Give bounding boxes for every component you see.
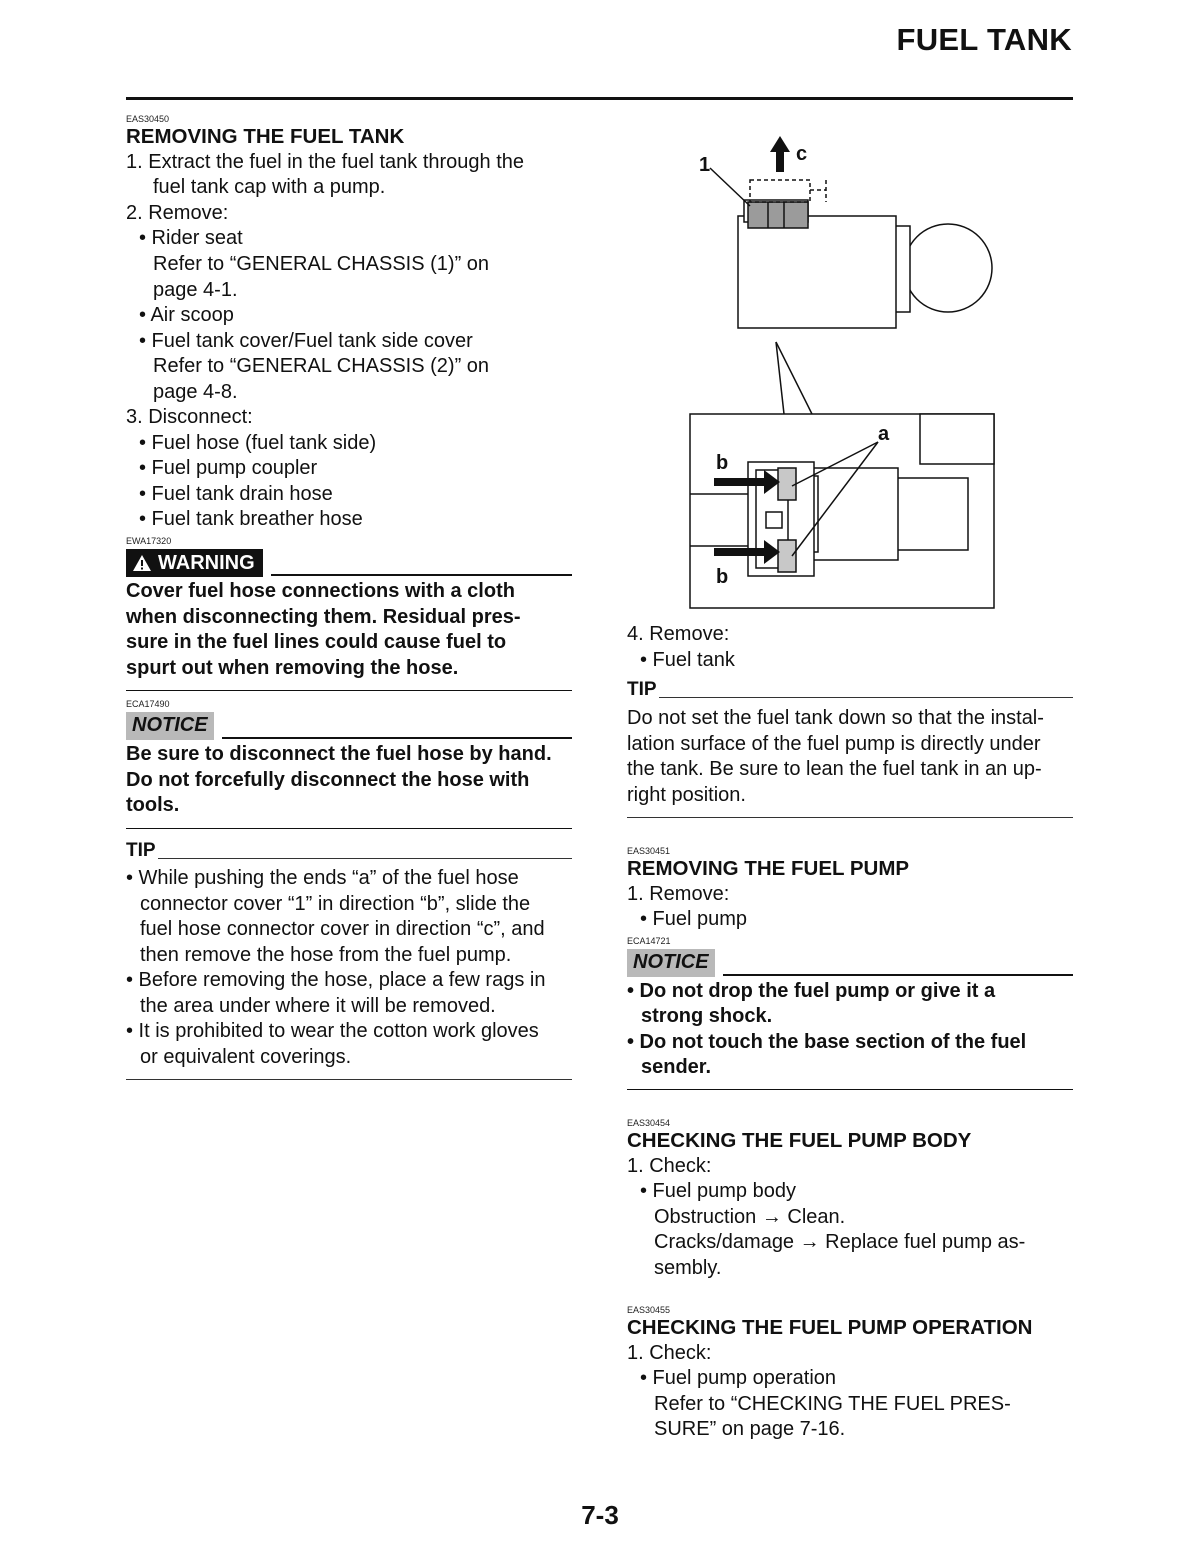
tip-bullet-1: • While pushing the ends “a” of the fuel hose [126,867,519,889]
tip2-end-rule [627,817,1073,818]
tip2-text-3: the tank. Be sure to lean the fuel tank in an up- [627,758,1042,780]
fuel-hose-connector-figure [688,128,998,610]
tip2-text-4: right position. [627,784,746,806]
notice2-code: ECA14721 [627,936,671,946]
step-1: 1. Extract the fuel in the fuel tank through the [126,151,525,173]
body-cracks: Cracks/damage → Replace fuel pump as- [654,1231,1026,1253]
notice-code: ECA17490 [126,699,170,709]
section-title-removing-fuel-tank: REMOVING THE FUEL TANK [126,125,405,148]
notice2-bullet-1: • Do not drop the fuel pump or give it a [627,980,996,1002]
tip-header [126,840,572,862]
notice2-bullet-2-cont: sender. [641,1056,712,1078]
operation-ref: Refer to “CHECKING THE FUEL PRES- [654,1393,1011,1415]
tip-bullet-2: • Before removing the hose, place a few rags in [126,969,546,991]
item-air-scoop: • Air scoop [139,304,234,326]
warning-text-4: spurt out when removing the hose. [126,657,459,679]
item-fuel-pump-body: • Fuel pump body [640,1180,796,1202]
tip-bullet-2-cont: the area under where it will be removed. [140,995,496,1017]
step-4: 4. Remove: [627,623,730,645]
step-1-cont: fuel tank cap with a pump. [153,176,386,198]
figure-label-c: c [796,143,808,165]
tip2-label: TIP [627,679,657,700]
ref-general-chassis-1-page: page 4-1. [153,279,238,301]
tip-bullet-1-cont-1: connector cover “1” in direction “b”, slide the [140,893,531,915]
warning-text-1: Cover fuel hose connections with a cloth [126,580,515,602]
pump-step-1: 1. Remove: [627,883,730,905]
item-fuel-pump: • Fuel pump [640,908,748,930]
body-step-1: 1. Check: [627,1155,712,1177]
section-title-checking-pump-body: CHECKING THE FUEL PUMP BODY [627,1129,972,1152]
notice2-bullet-2: • Do not touch the base section of the fuel [627,1031,1027,1053]
notice2-rule [723,974,1073,976]
notice2-header [627,949,1073,977]
tip-rule [158,858,572,859]
figure-label-a: a [878,423,890,445]
section-title-checking-pump-operation: CHECKING THE FUEL PUMP OPERATION [627,1316,1033,1339]
ref-general-chassis-2: Refer to “GENERAL CHASSIS (2)” on [153,355,490,377]
tip-end-rule [126,1079,572,1080]
notice2-end-rule [627,1089,1073,1090]
notice2-badge: NOTICE [627,949,715,977]
item-fuel-hose: • Fuel hose (fuel tank side) [139,432,377,454]
ref-general-chassis-2-page: page 4-8. [153,381,238,403]
notice-header [126,712,572,740]
notice-end-rule [126,828,572,829]
warning-text-2: when disconnecting them. Residual pres- [126,606,521,628]
figure-label-b-top: b [716,452,729,474]
notice-text-1: Be sure to disconnect the fuel hose by hand. [126,743,552,765]
tip2-header [627,679,1073,701]
tip2-text-2: lation surface of the fuel pump is directly under [627,733,1041,755]
tip-label: TIP [126,840,156,861]
warning-rule [271,574,572,576]
operation-ref-cont: SURE” on page 7-16. [654,1418,846,1440]
item-breather-hose: • Fuel tank breather hose [139,508,363,530]
item-fuel-tank: • Fuel tank [640,649,735,671]
body-section-code: EAS30454 [627,1118,671,1128]
notice-text-3: tools. [126,794,180,816]
item-fuel-pump-coupler: • Fuel pump coupler [139,457,318,479]
tip2-text-1: Do not set the fuel tank down so that the instal- [627,707,1044,729]
notice-rule [222,737,572,739]
notice-badge: NOTICE [126,712,214,740]
ref-general-chassis-1: Refer to “GENERAL CHASSIS (1)” on [153,253,490,275]
tip-bullet-1-cont-2: fuel hose connector cover in direction “c”, and [140,918,545,940]
notice2-bullet-1-cont: strong shock. [641,1005,773,1027]
item-drain-hose: • Fuel tank drain hose [139,483,333,505]
warning-badge [126,549,263,577]
warning-code: EWA17320 [126,536,172,546]
warning-header [126,549,572,577]
figure-label-1: 1 [699,154,711,176]
figure-label-b-bottom: b [716,566,729,588]
warning-triangle-icon [132,554,152,572]
step-3: 3. Disconnect: [126,406,253,428]
tip2-rule [659,697,1073,698]
tip-bullet-3: • It is prohibited to wear the cotton work gloves [126,1020,539,1042]
pump-section-code: EAS30451 [627,846,671,856]
operation-section-code: EAS30455 [627,1305,671,1315]
page-title: FUEL TANK [896,22,1072,57]
step-2: 2. Remove: [126,202,229,224]
warning-end-rule [126,690,572,691]
item-fuel-tank-cover: • Fuel tank cover/Fuel tank side cover [139,330,473,352]
page-number: 7-3 [581,1500,619,1530]
section-title-removing-fuel-pump: REMOVING THE FUEL PUMP [627,857,910,880]
body-obstruction: Obstruction → Clean. [654,1206,846,1228]
warning-label: WARNING [158,551,255,574]
tip-bullet-1-cont-3: then remove the hose from the fuel pump. [140,944,512,966]
tip-bullet-3-cont: or equivalent coverings. [140,1046,352,1068]
warning-text-3: sure in the fuel lines could cause fuel to [126,631,507,653]
header-rule [126,97,1073,100]
item-rider-seat: • Rider seat [139,227,243,249]
notice-text-2: Do not forcefully disconnect the hose with [126,769,530,791]
section-code: EAS30450 [126,114,170,124]
operation-step-1: 1. Check: [627,1342,712,1364]
body-cracks-cont: sembly. [654,1257,722,1279]
item-fuel-pump-operation: • Fuel pump operation [640,1367,837,1389]
